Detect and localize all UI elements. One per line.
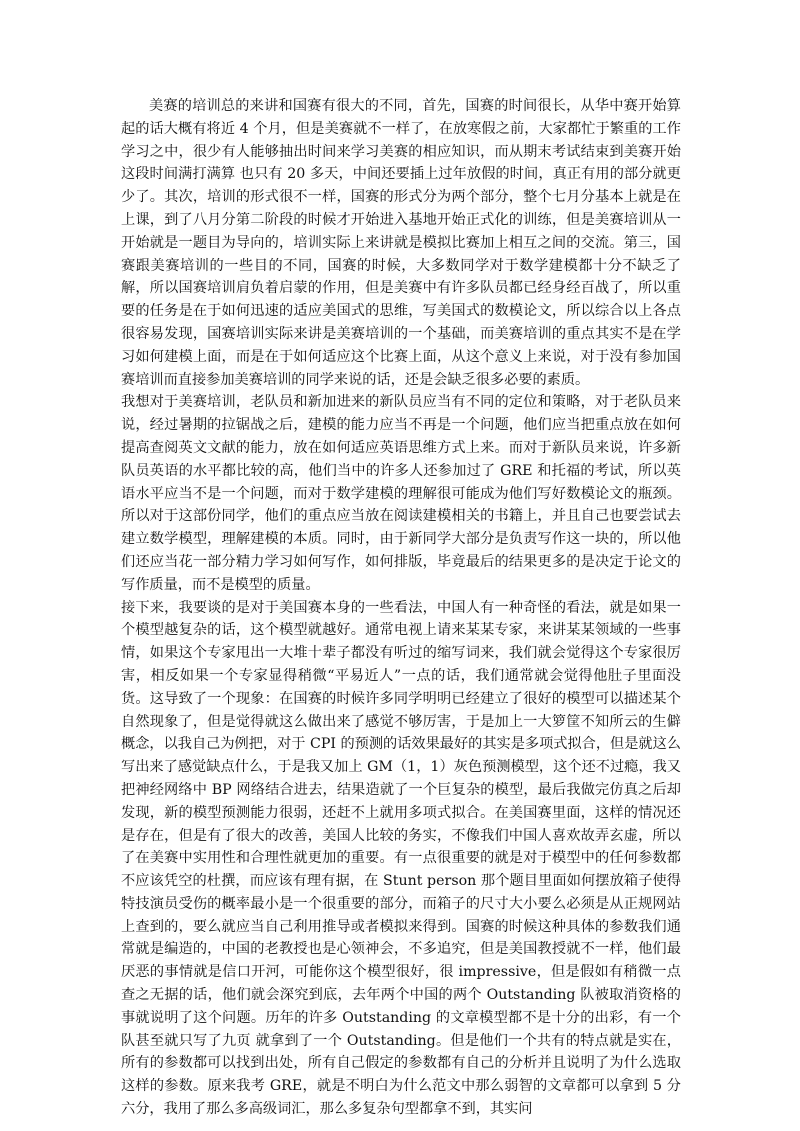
paragraph-training-comparison: 美赛的培训总的来讲和国赛有很大的不同，首先，国赛的时间很长，从华中赛开始算起的话大概有将近 4 个月，但是美赛就不一样了，在放寒假之前，大家都忙于繁重的工作学习之中，很少有人能够抽出时间来学习美赛的相应知识，而从期末考试结束到美赛开始这段时间满打满算 也只有 20 多天，中间还要插上过年放假的时间，真正有用的部分就更少了。其次，培训的形式很不一样，国赛的形式分为两个部分，整个七月分基本上就是在上课，到了八月分第二阶段的时候才开始进入基地开始正式化的训练，但是美赛培训从一开始就是一题目为导向的，培训实际上来讲就是模拟比赛加上相互之间的交流。第三，国赛跟美赛培训的一些目的不同，国赛的时候，大多数同学对于数学建模都十分不缺乏了解，所以国赛培训肩负着启蒙的作用，但是美赛中有许多队员都已经身经百战了，所以重要的任务是在于如何迅速的适应美国式的思维，写美国式的数模论文，所以综合以上各点很容易发现，国赛培训实际来讲是美赛培训的一个基础，而美赛培训的重点其实不是在学习如何建模上面，而是在于如何适应这个比赛上面，从这个意义上来说，对于没有参加国赛培训而直接参加美赛培训的同学来说的话，还是会缺乏很多必要的素质。 (121, 98, 681, 388)
paragraph-team-strategy: 我想对于美赛培训，老队员和新加进来的新队员应当有不同的定位和策略，对于老队员来说，经过暑期的拉锯战之后，建模的能力应当不再是一个问题，他们应当把重点放在如何提高查阅英文文献的能力，放在如何适应英语思维方式上来。而对于新队员来说，许多新队员英语的水平都比较的高，他们当中的许多人还参加过了 GRE 和托福的考试，所以英语水平应当不是一个问题，而对于数学建模的理解很可能成为他们写好数模论文的瓶颈。所以对于这部份同学，他们的重点应当放在阅读建模相关的书籍上，并且自己也要尝试去建立数学模型，理解建模的本质。同时，由于新同学大部分是负责写作这一块的，所以他们还应当花一部分精力学习如何写作，如何排版，毕竟最后的结果更多的是决定于论文的写作质量，而不是模型的质量。 (121, 394, 681, 593)
document-body (121, 95, 681, 1121)
paragraph-model-complexity: 接下来，我要谈的是对于美国赛本身的一些看法，中国人有一种奇怪的看法，就是如果一个模型越复杂的话，这个模型就越好。通常电视上请来某某专家，来讲某某领域的一些事情，如果这个专家甩出一大堆十辈子都没有听过的缩写词来，我们就会觉得这个专家很厉害，相反如果一个专家显得稍微“平易近人”一点的话，我们通常就会觉得他肚子里面没货。这导致了一个现象：在国赛的时候许多同学明明已经建立了很好的模型可以描述某个自然现象了，但是觉得就这么做出来了感觉不够厉害，于是加上一大箩筐不知所云的生僻概念，以我自己为例把，对于 CPI 的预测的话效果最好的其实是多项式拟合，但是就这么写出来了感觉缺点什么，于是我又加上 GM（1，1）灰色预测模型，这个还不过瘾，我又把神经网络中 BP 网络结合进去，结果造就了一个巨复杂的模型，最后我做完仿真之后却发现，新的模型预测能力很弱，还赶不上就用多项式拟合。在美国赛里面，这样的情况还是存在，但是有了很大的改善，美国人比较的务实，不像我们中国人喜欢故弄玄虚，所以了在美赛中实用性和合理性就更加的重要。有一点很重要的就是对于模型中的任何参数都不应该凭空的杜撰，而应该有理有据，在 Stunt person 那个题目里面如何摆放箱子使得特技演员受伤的概率最小是一个很重要的部分，而箱子的尺寸大小要么必须是从正规网站上查到的，要么就应当自己利用推导或者模拟来得到。国赛的时候这种具体的参数我们通常就是编造的，中国的老教授也是心领神会，不多追究，但是美国教授就不一样，他们最厌恶的事情就是信口开河，可能你这个模型很好，很 impressive，但是假如有稍微一点查之无据的话，他们就会深究到底，去年两个中国的两个 Outstanding 队被取消资格的事就说明了这个问题。历年的许多 Outstanding 的文章模型都不是十分的出彩，有一个队甚至就只写了九页 就拿到了一个 Outstanding。但是他们一个共有的特点就是实在，所有的参数都可以找到出处，所有自己假定的参数都有自己的分析并且说明了为什么选取这样的参数。原来我考 GRE，就是不明白为什么范文中那么弱智的文章都可以拿到 5 分六分，我用了那么多高级词汇，那么多复杂句型都拿不到，其实问 (121, 599, 681, 1118)
